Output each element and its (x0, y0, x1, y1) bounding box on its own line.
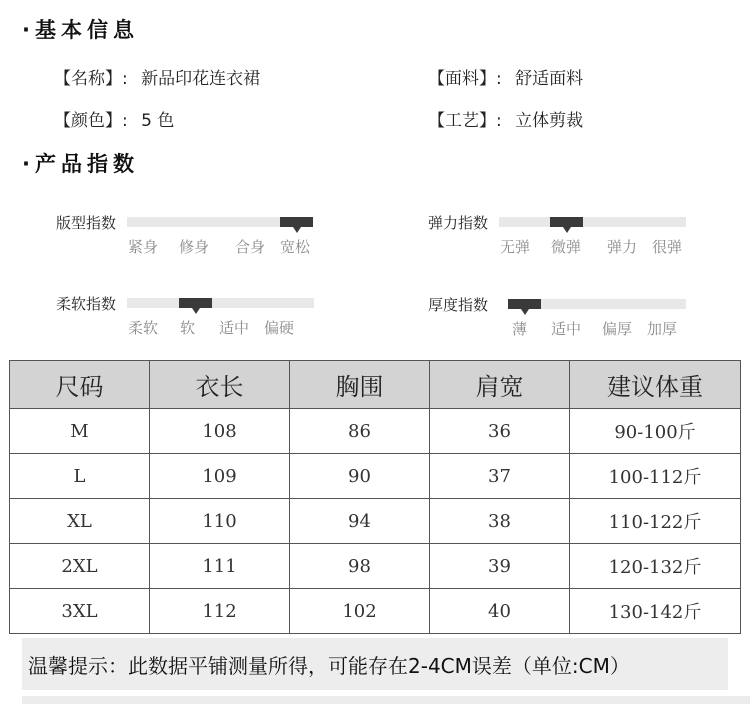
table-row (10, 544, 741, 589)
table-cell-shoulder: 40 (430, 589, 570, 634)
index-thickness-label: 厚度指数 (428, 296, 489, 314)
size-table-header-cell: 肩宽 (430, 361, 570, 409)
info-name (54, 64, 260, 89)
index-thickness-tick: 薄 (512, 320, 528, 338)
table-cell-length: 109 (150, 454, 290, 499)
table-cell-shoulder: 38 (430, 499, 570, 544)
table-cell-length: 108 (150, 409, 290, 454)
table-cell-shoulder: 36 (430, 409, 570, 454)
table-cell-weight: 90-100斤 (570, 409, 741, 454)
index-thickness-tick: 适中 (551, 320, 582, 338)
info-craft (428, 106, 583, 131)
index-soft-tick: 适中 (219, 319, 250, 337)
table-cell-weight: 110-122斤 (570, 499, 741, 544)
index-elastic-track (499, 217, 686, 227)
table-cell-weight: 130-142斤 (570, 589, 741, 634)
size-table-header-cell: 建议体重 (570, 361, 741, 409)
table-cell-size: M (10, 409, 150, 454)
index-fit-label: 版型指数 (56, 214, 117, 232)
bottom-divider (22, 696, 750, 704)
size-table-header-cell: 衣长 (150, 361, 290, 409)
table-row (10, 589, 741, 634)
measurement-tip (22, 638, 728, 690)
table-cell-bust: 90 (290, 454, 430, 499)
table-row (10, 499, 741, 544)
info-name-value: 新品印花连衣裙 (141, 69, 261, 89)
index-fit-marker (280, 217, 313, 227)
table-cell-bust: 86 (290, 409, 430, 454)
index-elastic-tick: 很弹 (652, 238, 683, 256)
index-elastic-tick: 无弹 (500, 238, 531, 256)
index-elastic-label: 弹力指数 (428, 214, 489, 232)
info-craft-value: 立体剪裁 (515, 111, 584, 131)
table-cell-bust: 98 (290, 544, 430, 589)
table-cell-size: 2XL (10, 544, 150, 589)
info-name-key: 【名称】: (54, 69, 128, 89)
table-cell-bust: 102 (290, 589, 430, 634)
index-thickness-tick: 加厚 (647, 320, 678, 338)
index-elastic-tick: 微弹 (551, 238, 582, 256)
table-cell-size: XL (10, 499, 150, 544)
table-cell-weight: 120-132斤 (570, 544, 741, 589)
index-thickness-tick: 偏厚 (602, 320, 633, 338)
size-table (9, 360, 741, 634)
index-soft-marker (179, 298, 212, 308)
table-cell-size: L (10, 454, 150, 499)
index-fit-track (127, 217, 313, 227)
table-cell-length: 111 (150, 544, 290, 589)
info-color-value: 5 色 (141, 111, 175, 131)
section-title-product-index: ·产品指数 (22, 152, 139, 176)
index-elastic-tick: 弹力 (607, 238, 638, 256)
info-color-key: 【颜色】: (54, 111, 128, 131)
table-cell-length: 110 (150, 499, 290, 544)
info-color (54, 106, 174, 131)
info-craft-key: 【工艺】: (428, 111, 502, 131)
info-fabric (428, 64, 583, 89)
table-cell-size: 3XL (10, 589, 150, 634)
table-row (10, 454, 741, 499)
table-cell-weight: 100-112斤 (570, 454, 741, 499)
index-thickness-track (508, 299, 686, 309)
table-row (10, 409, 741, 454)
info-fabric-value: 舒适面料 (515, 69, 584, 89)
table-cell-shoulder: 39 (430, 544, 570, 589)
table-cell-length: 112 (150, 589, 290, 634)
section-title-basic-info: ·基本信息 (22, 18, 139, 42)
table-cell-bust: 94 (290, 499, 430, 544)
size-table-header-row (10, 361, 741, 409)
index-soft-track (127, 298, 314, 308)
index-fit-tick: 修身 (179, 238, 210, 256)
index-thickness-marker (508, 299, 541, 309)
index-soft-tick: 软 (180, 319, 196, 337)
index-fit-tick: 合身 (235, 238, 266, 256)
info-fabric-key: 【面料】: (428, 69, 502, 89)
table-cell-shoulder: 37 (430, 454, 570, 499)
measurement-tip-text: 温馨提示：此数据平铺测量所得，可能存在2-4CM误差（单位:CM） (28, 654, 630, 678)
index-soft-tick: 偏硬 (264, 319, 295, 337)
size-table-header-cell: 胸围 (290, 361, 430, 409)
index-fit-tick: 紧身 (128, 238, 159, 256)
index-soft-tick: 柔软 (128, 319, 159, 337)
size-table-header-cell: 尺码 (10, 361, 150, 409)
index-fit-tick: 宽松 (280, 238, 311, 256)
index-soft-label: 柔软指数 (56, 295, 117, 313)
index-elastic-marker (550, 217, 583, 227)
